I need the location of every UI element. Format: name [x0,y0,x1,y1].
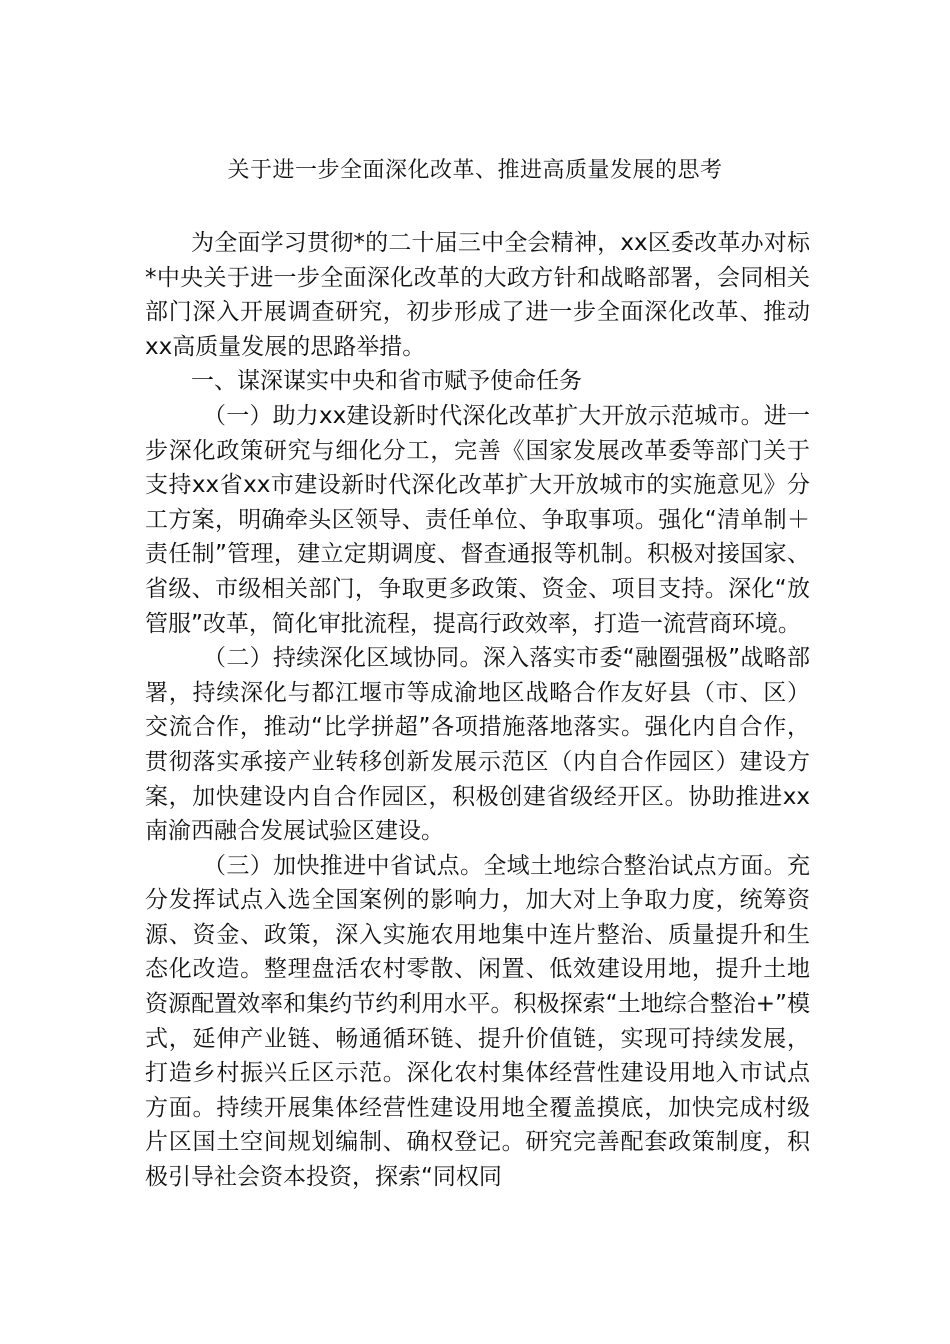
intro-paragraph: 为全面学习贯彻*的二十届三中全会精神，xx区委改革办对标*中央关于进一步全面深化改革的大政方针和战略部署，会同相关部门深入开展调查研究，初步形成了进一步全面深化改革、推动xx高质量发展的思路举措。 [145,230,810,360]
document-body [145,226,810,1195]
document-title: 关于进一步全面深化改革、推进高质量发展的思考 [227,158,723,183]
subsection-paragraph-2: （二）持续深化区域协同。深入落实市委“融圈强极”战略部署，持续深化与都江堰市等成渝地区战略合作友好县（市、区）交流合作，推动“比学拼超”各项措施落地落实。强化内自合作，贯彻落实承接产业转移创新发展示范区（内自合作园区）建设方案，加快建设内自合作园区，积极创建省级经开区。协助推进xx南渝西融合发展试验区建设。 [145,645,810,845]
subsection-paragraph-1: （一）助力xx建设新时代深化改革扩大开放示范城市。进一步深化政策研究与细化分工，完善《国家发展改革委等部门关于支持xx省xx市建设新时代深化改革扩大开放城市的实施意见》分工方案，明确牵头区领导、责任单位、争取事项。强化“清单制＋责任制”管理，建立定期调度、督查通报等机制。积极对接国家、省级、市级相关部门，争取更多政策、资金、项目支持。深化“放管服”改革，简化审批流程，提高行政效率，打造一流营商环境。 [145,402,810,637]
subsection-paragraph-3: （三）加快推进中省试点。全域土地综合整治试点方面。充分发挥试点入选全国案例的影响力，加大对上争取力度，统筹资源、资金、政策，深入实施农用地集中连片整治、质量提升和生态化改造。整理盘活农村零散、闲置、低效建设用地，提升土地资源配置效率和集约节约利用水平。积极探索“土地综合整治+”模式，延伸产业链、畅通循环链、提升价值链，实现可持续发展，打造乡村振兴丘区示范。深化农村集体经营性建设用地入市试点方面。持续开展集体经营性建设用地全覆盖摸底，加快完成村级片区国土空间规划编制、确权登记。研究完善配套政策制度，积极引导社会资本投资，探索“同权同 [145,852,810,1191]
section-heading-1: 一、谋深谋实中央和省市赋予使命任务 [191,368,582,395]
